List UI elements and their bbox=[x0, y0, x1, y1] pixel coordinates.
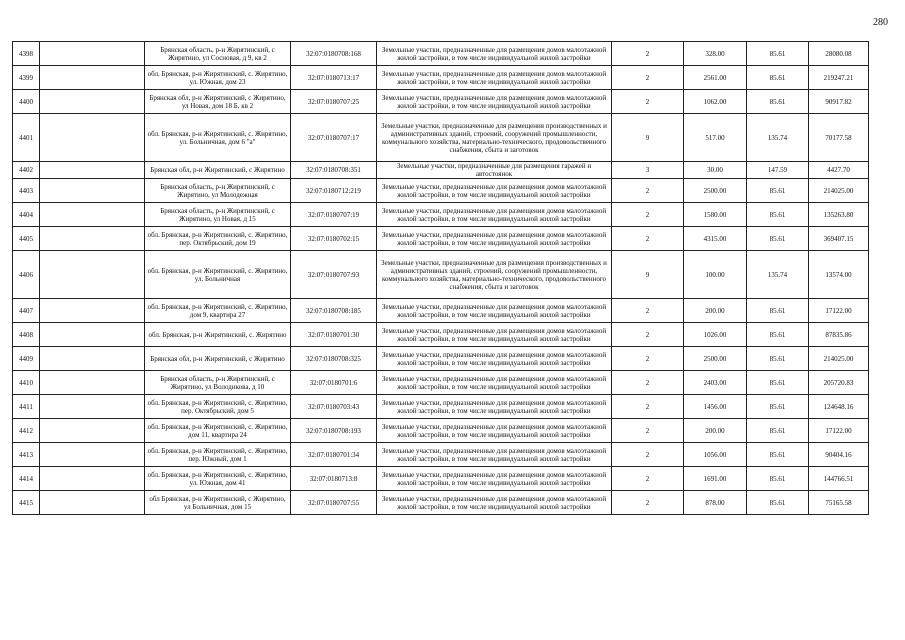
area-cell: 878.00 bbox=[684, 491, 747, 515]
cadastral-number-cell: 32:07:0180707:25 bbox=[291, 90, 377, 114]
area-cell: 2500.00 bbox=[684, 347, 747, 371]
table-row bbox=[13, 419, 869, 443]
group-cell: 2 bbox=[612, 371, 684, 395]
cadastral-number-cell: 32:07:0180707:17 bbox=[291, 114, 377, 162]
row-number-cell: 4414 bbox=[13, 467, 40, 491]
gap-cell bbox=[40, 299, 145, 323]
land-use-cell: Земельные участки, предназначенные для размещения домов малоэтажной жилой застройки, в том числе индивидуальной жилой застройки bbox=[377, 323, 612, 347]
area-cell: 30.00 bbox=[684, 162, 747, 179]
area-cell: 1026.00 bbox=[684, 323, 747, 347]
address-cell: обл Брянская, р-н Жирятинский, с Жирятино, ул Больничная, дом 15 bbox=[145, 491, 291, 515]
gap-cell bbox=[40, 179, 145, 203]
rate-cell: 85.61 bbox=[747, 66, 809, 90]
gap-cell bbox=[40, 42, 145, 66]
table-row bbox=[13, 299, 869, 323]
gap-cell bbox=[40, 443, 145, 467]
rate-cell: 85.61 bbox=[747, 179, 809, 203]
land-use-cell: Земельные участки, предназначенные для размещения домов малоэтажной жилой застройки, в том числе индивидуальной жилой застройки bbox=[377, 371, 612, 395]
gap-cell bbox=[40, 90, 145, 114]
land-use-cell: Земельные участки, предназначенные для размещения домов малоэтажной жилой застройки, в том числе индивидуальной жилой застройки bbox=[377, 179, 612, 203]
land-registry-table bbox=[12, 41, 869, 515]
row-number-cell: 4405 bbox=[13, 227, 40, 251]
rate-cell: 147.59 bbox=[747, 162, 809, 179]
row-number-cell: 4402 bbox=[13, 162, 40, 179]
cadastral-value-cell: 144766.51 bbox=[809, 467, 869, 491]
table-row bbox=[13, 467, 869, 491]
group-cell: 2 bbox=[612, 203, 684, 227]
gap-cell bbox=[40, 371, 145, 395]
address-cell: обл. Брянская, р-н Жирятинский, с. Жирятино, ул. Больничная, дом 6 "а" bbox=[145, 114, 291, 162]
area-cell: 1056.00 bbox=[684, 443, 747, 467]
group-cell: 9 bbox=[612, 114, 684, 162]
address-cell: Брянская обл, р-н Жирятинский, с Жирятино, ул Новая, дом 18 Б, кв 2 bbox=[145, 90, 291, 114]
cadastral-number-cell: 32:07:0180707:55 bbox=[291, 491, 377, 515]
area-cell: 200.00 bbox=[684, 299, 747, 323]
area-cell: 2561.00 bbox=[684, 66, 747, 90]
cadastral-value-cell: 17122.00 bbox=[809, 419, 869, 443]
table-row bbox=[13, 203, 869, 227]
area-cell: 1580.00 bbox=[684, 203, 747, 227]
row-number-cell: 4399 bbox=[13, 66, 40, 90]
land-use-cell: Земельные участки, предназначенные для размещения гаражей и автостоянок bbox=[377, 162, 612, 179]
page-number: 280 bbox=[873, 17, 888, 28]
address-cell: Брянская обл, р-н Жирятинский, с Жирятино bbox=[145, 162, 291, 179]
land-use-cell: Земельные участки, предназначенные для размещения домов малоэтажной жилой застройки, в том числе индивидуальной жилой застройки bbox=[377, 467, 612, 491]
land-use-cell: Земельные участки, предназначенные для размещения домов малоэтажной жилой застройки, в том числе индивидуальной жилой застройки bbox=[377, 443, 612, 467]
cadastral-value-cell: 70177.58 bbox=[809, 114, 869, 162]
group-cell: 2 bbox=[612, 66, 684, 90]
address-cell: обл. Брянская, р-н Жирятинский, с. Жирятино, пер. Октябрьский, дом 19 bbox=[145, 227, 291, 251]
area-cell: 328.00 bbox=[684, 42, 747, 66]
area-cell: 2500.00 bbox=[684, 179, 747, 203]
area-cell: 1456.00 bbox=[684, 395, 747, 419]
gap-cell bbox=[40, 347, 145, 371]
group-cell: 2 bbox=[612, 42, 684, 66]
group-cell: 2 bbox=[612, 419, 684, 443]
address-cell: Брянская область, р-н Жирятинский, с Жирятино, ул Сосновая, д 9, кв 2 bbox=[145, 42, 291, 66]
address-cell: обл. Брянская, р-н Жирятинский, с. Жирятино bbox=[145, 323, 291, 347]
rate-cell: 85.61 bbox=[747, 323, 809, 347]
row-number-cell: 4403 bbox=[13, 179, 40, 203]
address-cell: Брянская область, р-н Жирятинский, с Жирятино, ул Новая, д 15 bbox=[145, 203, 291, 227]
row-number-cell: 4413 bbox=[13, 443, 40, 467]
cadastral-value-cell: 90917.82 bbox=[809, 90, 869, 114]
rate-cell: 135.74 bbox=[747, 114, 809, 162]
table-row bbox=[13, 114, 869, 162]
address-cell: обл. Брянская, р-н Жирятинский, с. Жирятино, пер. Южный, дом 1 bbox=[145, 443, 291, 467]
cadastral-value-cell: 4427.70 bbox=[809, 162, 869, 179]
cadastral-number-cell: 32:07:0180703:43 bbox=[291, 395, 377, 419]
gap-cell bbox=[40, 227, 145, 251]
group-cell: 2 bbox=[612, 467, 684, 491]
cadastral-number-cell: 32:07:0180713:8 bbox=[291, 467, 377, 491]
cadastral-number-cell: 32:07:0180708:185 bbox=[291, 299, 377, 323]
cadastral-value-cell: 13574.00 bbox=[809, 251, 869, 299]
cadastral-number-cell: 32:07:0180701:30 bbox=[291, 323, 377, 347]
gap-cell bbox=[40, 162, 145, 179]
cadastral-number-cell: 32:07:0180713:17 bbox=[291, 66, 377, 90]
address-cell: обл. Брянская, р-н Жирятинский, с. Жирятино, дом 11, квартира 24 bbox=[145, 419, 291, 443]
address-cell: обл. Брянская, р-н Жирятинский, с. Жирятино, ул. Южная, дом 23 bbox=[145, 66, 291, 90]
land-use-cell: Земельные участки, предназначенные для размещения производственных и административных зданий, строений, сооружений промышленности, коммунального хозяйства, материально-технического, продовольственного снабжения, сбыта и заготовок bbox=[377, 251, 612, 299]
gap-cell bbox=[40, 66, 145, 90]
gap-cell bbox=[40, 467, 145, 491]
rate-cell: 135.74 bbox=[747, 251, 809, 299]
group-cell: 2 bbox=[612, 491, 684, 515]
table-row bbox=[13, 491, 869, 515]
row-number-cell: 4409 bbox=[13, 347, 40, 371]
table-row bbox=[13, 347, 869, 371]
row-number-cell: 4400 bbox=[13, 90, 40, 114]
land-use-cell: Земельные участки, предназначенные для размещения домов малоэтажной жилой застройки, в том числе индивидуальной жилой застройки bbox=[377, 203, 612, 227]
group-cell: 2 bbox=[612, 347, 684, 371]
gap-cell bbox=[40, 251, 145, 299]
cadastral-number-cell: 32:07:0180708:351 bbox=[291, 162, 377, 179]
land-use-cell: Земельные участки, предназначенные для размещения производственных и административных зданий, строений, сооружений промышленности, коммунального хозяйства, материально-технического, продовольственного снабжения, сбыта и заготовок bbox=[377, 114, 612, 162]
gap-cell bbox=[40, 323, 145, 347]
rate-cell: 85.61 bbox=[747, 42, 809, 66]
rate-cell: 85.61 bbox=[747, 395, 809, 419]
address-cell: обл. Брянская, р-н Жирятинский, с. Жирятино, дом 9, квартира 27 bbox=[145, 299, 291, 323]
area-cell: 517.00 bbox=[684, 114, 747, 162]
cadastral-number-cell: 32:07:0180701:6 bbox=[291, 371, 377, 395]
cadastral-value-cell: 75165.58 bbox=[809, 491, 869, 515]
group-cell: 3 bbox=[612, 162, 684, 179]
rate-cell: 85.61 bbox=[747, 371, 809, 395]
table-row bbox=[13, 371, 869, 395]
area-cell: 1691.00 bbox=[684, 467, 747, 491]
cadastral-value-cell: 219247.21 bbox=[809, 66, 869, 90]
land-use-cell: Земельные участки, предназначенные для размещения домов малоэтажной жилой застройки, в том числе индивидуальной жилой застройки bbox=[377, 90, 612, 114]
address-cell: обл. Брянская, р-н Жирятинский, с. Жирятино, ул. Больничная bbox=[145, 251, 291, 299]
cadastral-value-cell: 90404.16 bbox=[809, 443, 869, 467]
cadastral-value-cell: 214025.00 bbox=[809, 179, 869, 203]
group-cell: 9 bbox=[612, 251, 684, 299]
rate-cell: 85.61 bbox=[747, 419, 809, 443]
land-use-cell: Земельные участки, предназначенные для размещения домов малоэтажной жилой застройки, в том числе индивидуальной жилой застройки bbox=[377, 42, 612, 66]
cadastral-value-cell: 214025.00 bbox=[809, 347, 869, 371]
land-use-cell: Земельные участки, предназначенные для размещения домов малоэтажной жилой застройки, в том числе индивидуальной жилой застройки bbox=[377, 395, 612, 419]
gap-cell bbox=[40, 395, 145, 419]
address-cell: Брянская область, р-н Жирятинский, с Жирятино, ул Володикова, д 10 bbox=[145, 371, 291, 395]
row-number-cell: 4406 bbox=[13, 251, 40, 299]
area-cell: 100.00 bbox=[684, 251, 747, 299]
row-number-cell: 4398 bbox=[13, 42, 40, 66]
gap-cell bbox=[40, 114, 145, 162]
address-cell: Брянская обл, р-н Жирятинский, с Жирятино bbox=[145, 347, 291, 371]
cadastral-value-cell: 124648.16 bbox=[809, 395, 869, 419]
cadastral-number-cell: 32:07:0180708:168 bbox=[291, 42, 377, 66]
gap-cell bbox=[40, 419, 145, 443]
row-number-cell: 4411 bbox=[13, 395, 40, 419]
address-cell: обл. Брянская, р-н Жирятинский, с. Жирятино, пер. Октябрьский, дом 5 bbox=[145, 395, 291, 419]
row-number-cell: 4407 bbox=[13, 299, 40, 323]
cadastral-value-cell: 28080.08 bbox=[809, 42, 869, 66]
land-use-cell: Земельные участки, предназначенные для размещения домов малоэтажной жилой застройки, в том числе индивидуальной жилой застройки bbox=[377, 299, 612, 323]
group-cell: 2 bbox=[612, 395, 684, 419]
rate-cell: 85.61 bbox=[747, 299, 809, 323]
rate-cell: 85.61 bbox=[747, 347, 809, 371]
cadastral-value-cell: 205720.83 bbox=[809, 371, 869, 395]
gap-cell bbox=[40, 203, 145, 227]
cadastral-value-cell: 369407.15 bbox=[809, 227, 869, 251]
group-cell: 2 bbox=[612, 299, 684, 323]
area-cell: 1062.00 bbox=[684, 90, 747, 114]
table-row bbox=[13, 443, 869, 467]
address-cell: обл. Брянская, р-н Жирятинский, с. Жирятино, ул. Южная, дом 41 bbox=[145, 467, 291, 491]
group-cell: 2 bbox=[612, 90, 684, 114]
cadastral-number-cell: 32:07:0180707:93 bbox=[291, 251, 377, 299]
cadastral-value-cell: 17122.00 bbox=[809, 299, 869, 323]
table-row bbox=[13, 66, 869, 90]
table-row bbox=[13, 162, 869, 179]
rate-cell: 85.61 bbox=[747, 90, 809, 114]
group-cell: 2 bbox=[612, 179, 684, 203]
table-row bbox=[13, 227, 869, 251]
rate-cell: 85.61 bbox=[747, 467, 809, 491]
land-use-cell: Земельные участки, предназначенные для размещения домов малоэтажной жилой застройки, в том числе индивидуальной жилой застройки bbox=[377, 491, 612, 515]
cadastral-number-cell: 32:07:0180707:19 bbox=[291, 203, 377, 227]
table-row bbox=[13, 395, 869, 419]
row-number-cell: 4404 bbox=[13, 203, 40, 227]
group-cell: 2 bbox=[612, 443, 684, 467]
area-cell: 2403.00 bbox=[684, 371, 747, 395]
group-cell: 2 bbox=[612, 227, 684, 251]
rate-cell: 85.61 bbox=[747, 227, 809, 251]
table-row bbox=[13, 323, 869, 347]
group-cell: 2 bbox=[612, 323, 684, 347]
cadastral-number-cell: 32:07:0180701:34 bbox=[291, 443, 377, 467]
row-number-cell: 4415 bbox=[13, 491, 40, 515]
table-row bbox=[13, 251, 869, 299]
land-use-cell: Земельные участки, предназначенные для размещения домов малоэтажной жилой застройки, в том числе индивидуальной жилой застройки bbox=[377, 419, 612, 443]
land-use-cell: Земельные участки, предназначенные для размещения домов малоэтажной жилой застройки, в том числе индивидуальной жилой застройки bbox=[377, 227, 612, 251]
cadastral-number-cell: 32:07:0180702:15 bbox=[291, 227, 377, 251]
land-use-cell: Земельные участки, предназначенные для размещения домов малоэтажной жилой застройки, в том числе индивидуальной жилой застройки bbox=[377, 66, 612, 90]
cadastral-number-cell: 32:07:0180712:219 bbox=[291, 179, 377, 203]
area-cell: 200.00 bbox=[684, 419, 747, 443]
rate-cell: 85.61 bbox=[747, 203, 809, 227]
address-cell: Брянская область, р-н Жирятинский, с Жирятино, ул Молодежная bbox=[145, 179, 291, 203]
row-number-cell: 4412 bbox=[13, 419, 40, 443]
row-number-cell: 4408 bbox=[13, 323, 40, 347]
area-cell: 4315.00 bbox=[684, 227, 747, 251]
table-row bbox=[13, 90, 869, 114]
table-row bbox=[13, 42, 869, 66]
cadastral-number-cell: 32:07:0180708:193 bbox=[291, 419, 377, 443]
table-row bbox=[13, 179, 869, 203]
gap-cell bbox=[40, 491, 145, 515]
cadastral-number-cell: 32:07:0180708:325 bbox=[291, 347, 377, 371]
land-use-cell: Земельные участки, предназначенные для размещения домов малоэтажной жилой застройки, в том числе индивидуальной жилой застройки bbox=[377, 347, 612, 371]
rate-cell: 85.61 bbox=[747, 443, 809, 467]
row-number-cell: 4410 bbox=[13, 371, 40, 395]
cadastral-value-cell: 135263.80 bbox=[809, 203, 869, 227]
cadastral-value-cell: 87835.86 bbox=[809, 323, 869, 347]
row-number-cell: 4401 bbox=[13, 114, 40, 162]
rate-cell: 85.61 bbox=[747, 491, 809, 515]
